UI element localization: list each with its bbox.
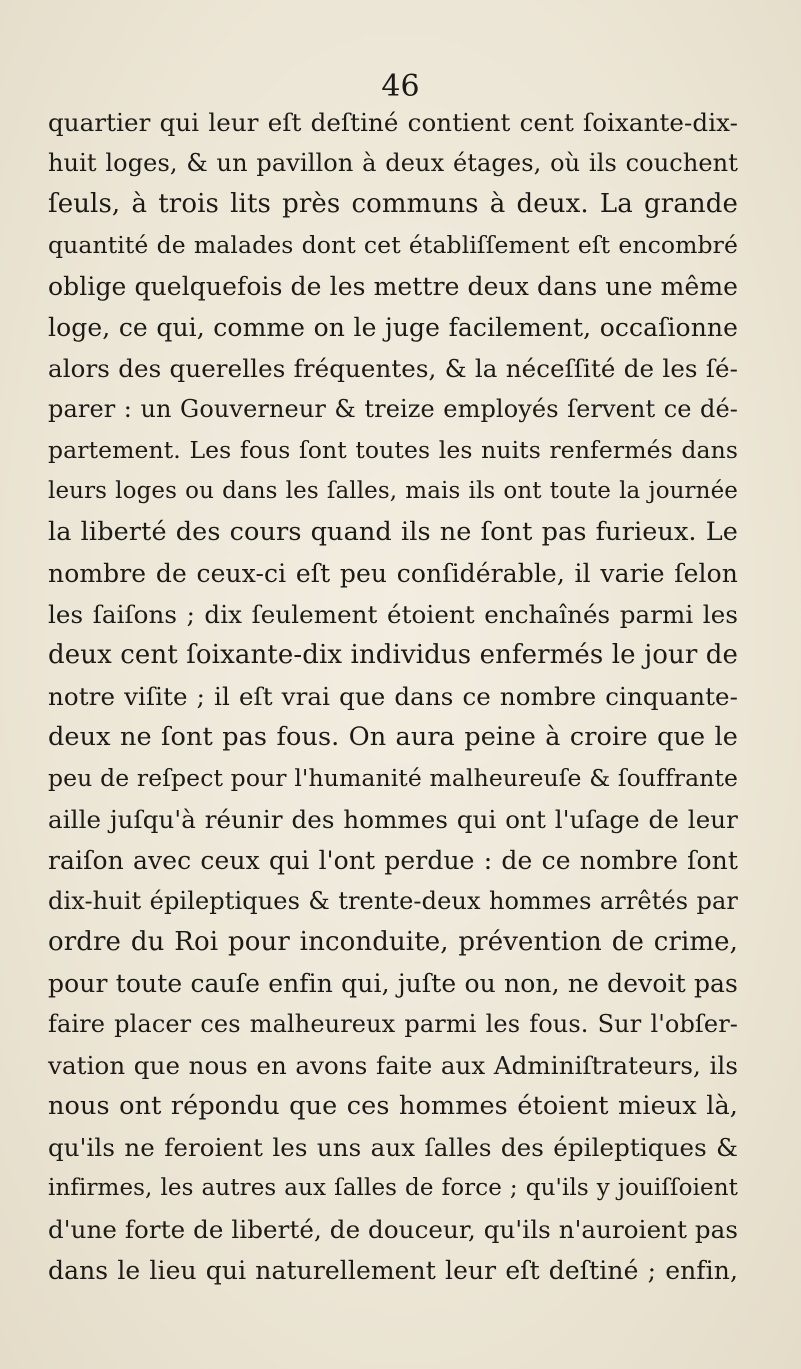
text-line: aille juſqu'à réunir des hommes qui ont l'uſage de leur	[48, 805, 738, 834]
text-line: faire placer ces malheureux parmi les fous. Sur l'obſer-	[48, 1010, 738, 1038]
text-line: ſeuls, à trois lits près communs à deux. La grande	[48, 189, 738, 219]
text-line: nombre de ceux-ci eſt peu conſidérable, il varie ſelon	[48, 559, 738, 588]
text-line: quantité de malades dont cet établiſſement eſt encombré	[48, 231, 738, 259]
text-line: alors des querelles fréquentes, & la néceſſité de les ſé-	[48, 354, 738, 383]
text-line: nous ont répondu que ces hommes étoient mieux là,	[48, 1091, 738, 1121]
text-line: infirmes, les autres aux ſalles de force ; qu'ils y jouiſſoient	[48, 1175, 738, 1201]
text-line: huit loges, & un pavillon à deux étages, où ils couchent	[48, 149, 738, 177]
text-line: vation que nous en avons faite aux Adminiſtrateurs, ils	[48, 1051, 738, 1080]
text-line: qu'ils ne feroient les uns aux ſalles des épileptiques &	[48, 1133, 738, 1162]
text-line: partement. Les fous ſont toutes les nuits renfermés dans	[48, 436, 738, 464]
text-line: les ſaiſons ; dix ſeulement étoient enchaînés parmi les	[48, 600, 738, 629]
text-line: pour toute cauſe enfin qui, juſte ou non, ne devoit pas	[48, 969, 738, 998]
body-text	[48, 102, 738, 1291]
page-number: 46	[381, 69, 420, 104]
text-line: quartier qui leur eſt deſtiné contient cent ſoixante-dix-	[48, 108, 738, 137]
text-line: deux cent ſoixante-dix individus enfermés le jour de	[48, 640, 738, 670]
text-line: dans le lieu qui naturellement leur eſt deſtiné ; enfin,	[48, 1256, 738, 1285]
text-line: oblige quelquefois de les mettre deux dans une même	[48, 272, 739, 301]
text-line: dix-huit épileptiques & trente-deux hommes arrêtés par	[48, 887, 738, 915]
text-line: ordre du Roi pour inconduite, prévention de crime,	[48, 927, 738, 957]
text-line: notre viſite ; il eſt vrai que dans ce nombre cinquante-	[48, 682, 738, 711]
text-line: la liberté des cours quand ils ne ſont pas furieux. Le	[48, 517, 738, 547]
text-line: d'une forte de liberté, de douceur, qu'ils n'auroient pas	[48, 1215, 739, 1244]
text-line: leurs loges ou dans les ſalles, mais ils ont toute la journée	[48, 478, 738, 504]
text-line: raiſon avec ceux qui l'ont perdue : de ce nombre ſont	[48, 846, 738, 875]
text-line: peu de reſpect pour l'humanité malheureuſe & ſouffrante	[48, 764, 738, 792]
text-line: parer : un Gouverneur & treize employés ſervent ce dé-	[48, 395, 738, 423]
text-line: loge, ce qui, comme on le juge facilement, occaſionne	[48, 313, 738, 342]
text-line: deux ne ſont pas fous. On aura peine à croire que le	[48, 722, 738, 752]
